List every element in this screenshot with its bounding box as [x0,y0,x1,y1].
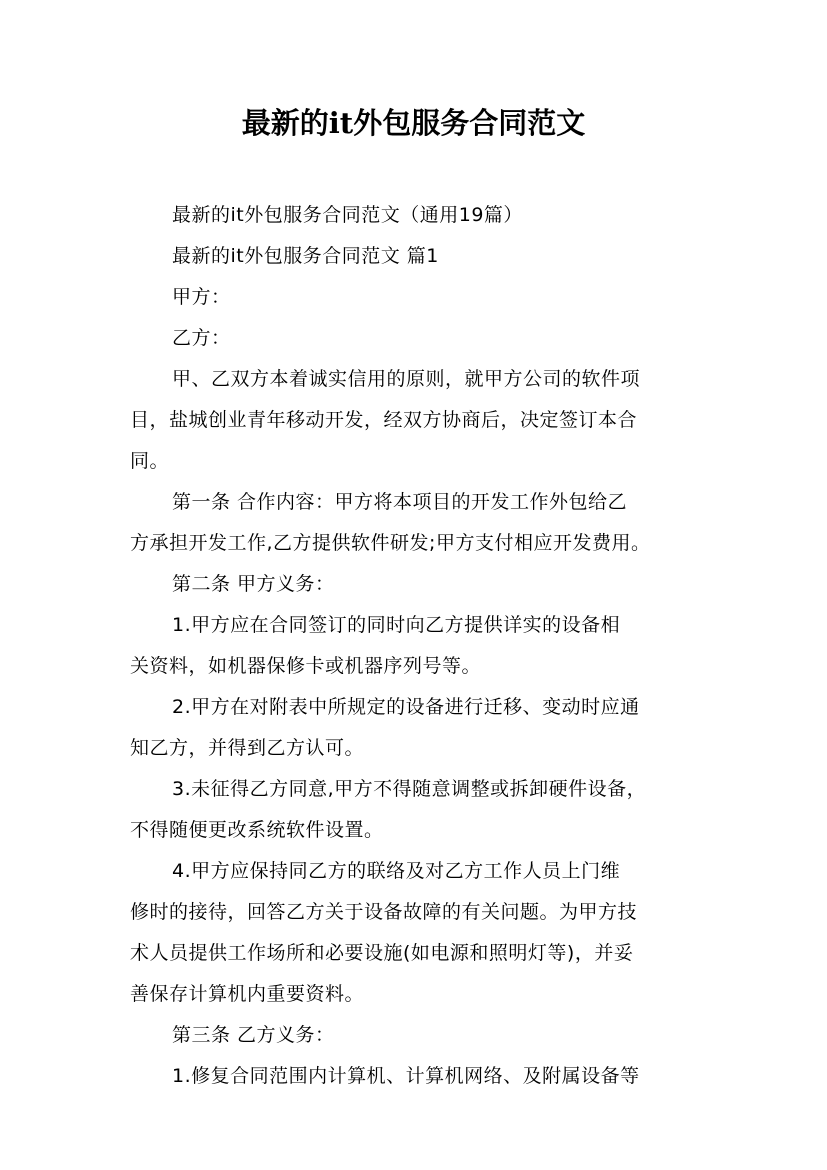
paragraph-line: 不得随便更改系统软件设置。 [130,819,384,841]
paragraph [130,851,710,1015]
paragraph-line: 4.甲方应保持同乙方的联络及对乙方工作人员上门维 [172,860,621,882]
paragraph [130,687,710,769]
paragraph-line: 1.修复合同范围内计算机、计算机网络、及附属设备等 [172,1065,640,1087]
paragraph [130,1056,710,1097]
paragraph-line: 善保存计算机内重要资料。 [130,983,365,1005]
paragraph-line: 方承担开发工作,乙方提供软件研发;甲方支付相应开发费用。 [130,532,651,554]
paragraph [130,482,710,564]
paragraph-line: 3.未征得乙方同意,甲方不得随意调整或拆卸硬件设备， [172,778,647,800]
paragraph-line: 第二条 甲方义务： [172,573,335,595]
paragraph [130,195,710,236]
paragraph [130,359,710,482]
paragraph-line: 乙方： [172,327,231,349]
paragraph-line: 同。 [130,450,170,472]
paragraph [130,236,710,277]
paragraph-line: 第一条 合作内容：甲方将本项目的开发工作外包给乙 [172,491,628,513]
paragraph-line: 甲方： [172,286,231,308]
document-title: 最新的it外包服务合同范文 [241,106,586,140]
paragraph-line: 第三条 乙方义务： [172,1024,335,1046]
document-body [130,195,710,1097]
paragraph [130,277,710,318]
paragraph-line: 最新的it外包服务合同范文 篇1 [172,245,439,267]
paragraph [130,318,710,359]
paragraph [130,605,710,687]
paragraph [130,769,710,851]
paragraph-line: 1.甲方应在合同签订的同时向乙方提供详实的设备相 [172,614,621,636]
paragraph-line: 目，盐城创业青年移动开发，经双方协商后，决定签订本合 [130,409,638,431]
paragraph [130,564,710,605]
paragraph [130,1015,710,1056]
paragraph-line: 知乙方，并得到乙方认可。 [130,737,365,759]
paragraph-line: 最新的it外包服务合同范文（通用19篇） [172,204,523,226]
paragraph-line: 关资料，如机器保修卡或机器序列号等。 [130,655,482,677]
paragraph-line: 甲、乙双方本着诚实信用的原则，就甲方公司的软件项 [172,368,641,390]
paragraph-line: 2.甲方在对附表中所规定的设备进行迁移、变动时应通 [172,696,640,718]
paragraph-line: 术人员提供工作场所和必要设施(如电源和照明灯等)，并妥 [130,942,634,964]
paragraph-line: 修时的接待，回答乙方关于设备故障的有关问题。为甲方技 [130,901,638,923]
